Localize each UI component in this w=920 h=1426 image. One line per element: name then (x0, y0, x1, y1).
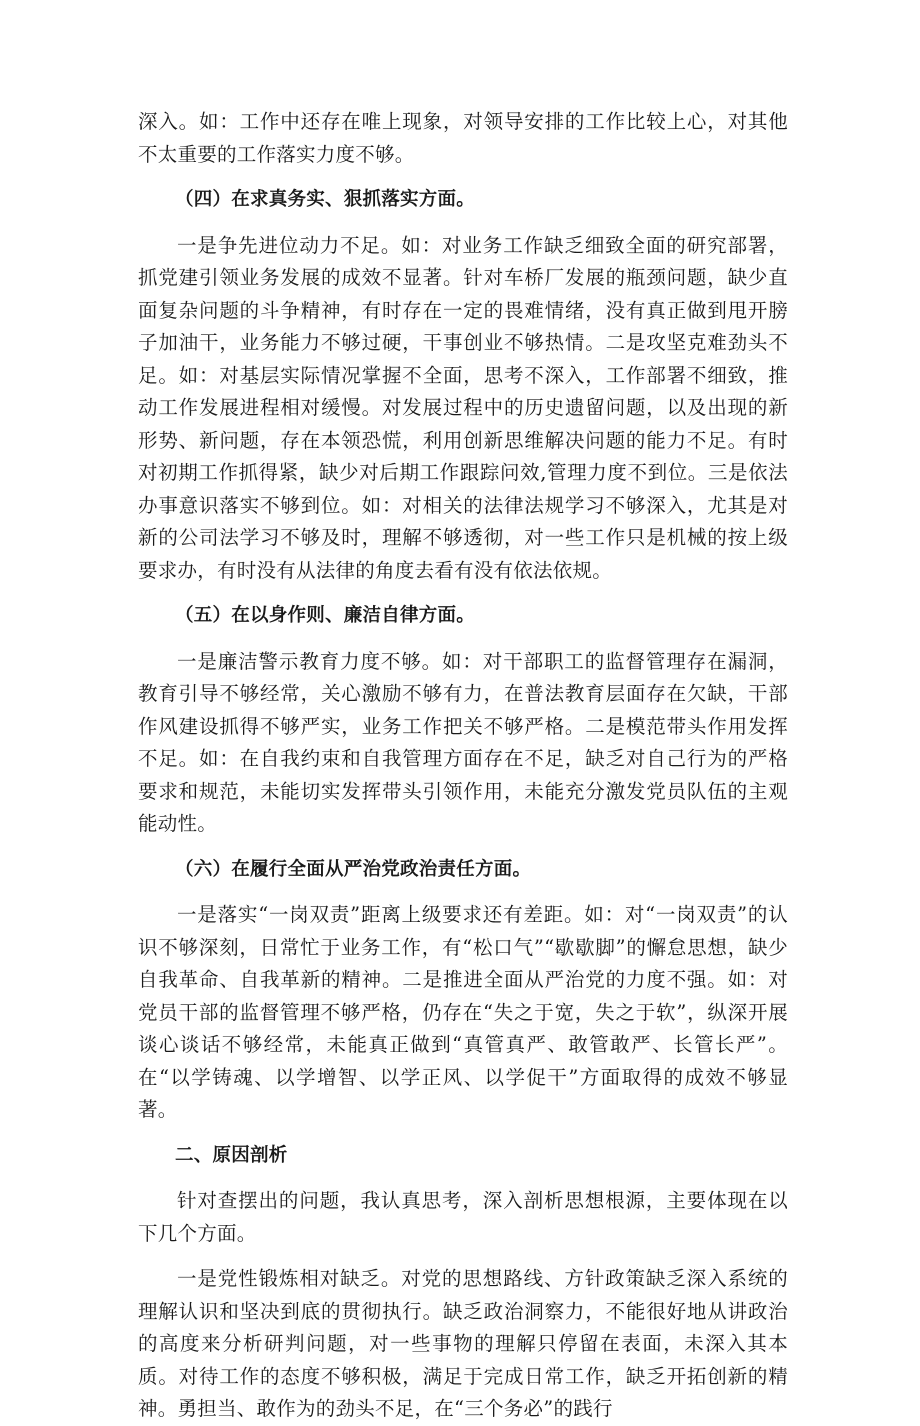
heading-section-5: （五）在以身作则、廉洁自律方面。 (175, 605, 476, 626)
heading-section-4: （四）在求真务实、狠抓落实方面。 (175, 189, 476, 210)
paragraph-section-5: 一是廉洁警示教育力度不够。如：对干部职工的监督管理存在漏洞，教育引导不够经常，关心激励不够有力，在普法教育层面存在欠缺，干部作风建设抓得不够严实，业务工作把关不够严格。二是模范带头作用发挥不足。如：在自我约束和自我管理方面存在不足，缺乏对自己行为的严格要求和规范，未能切实发挥带头引领作用，未能充分激发党员队伍的主观能动性。 (138, 649, 788, 835)
paragraph-cause-intro: 针对查摆出的问题，我认真思考，深入剖析思想根源，主要体现在以下几个方面。 (138, 1189, 788, 1245)
paragraph-continued: 深入。如：工作中还存在唯上现象，对领导安排的工作比较上心，对其他不太重要的工作落实力度不够。 (138, 110, 788, 166)
paragraph-section-4: 一是争先进位动力不足。如：对业务工作缺乏细致全面的研究部署，抓党建引领业务发展的成效不显著。针对车桥厂发展的瓶颈问题，缺少直面复杂问题的斗争精神，有时存在一定的畏难情绪，没有真正做到甩开膀子加油干，业务能力不够过硬，干事创业不够热情。二是攻坚克难劲头不足。如：对基层实际情况掌握不全面，思考不深入，工作部署不细致，推动工作发展进程相对缓慢。对发展过程中的历史遗留问题，以及出现的新形势、新问题，存在本领恐慌，利用创新思维解决问题的能力不足。有时对初期工作抓得紧，缺少对后期工作跟踪问效,管理力度不到位。三是依法办事意识落实不够到位。如：对相关的法律法规学习不够深入，尤其是对新的公司法学习不够及时，理解不够透彻，对一些工作只是机械的按上级要求办，有时没有从法律的角度去看有没有依法依规。 (138, 233, 788, 582)
heading-cause-analysis: 二、原因剖析 (175, 1144, 288, 1166)
paragraph-section-6: 一是落实“一岗双责”距离上级要求还有差距。如：对“一岗双责”的认识不够深刻，日常忙于业务工作，有“松口气”“歇歇脚”的懈怠思想，缺少自我革命、自我革新的精神。二是推进全面从严治党的力度不强。如：对党员干部的监督管理不够严格，仍存在“失之于宽，失之于软”，纵深开展谈心谈话不够经常，未能真正做到“真管真严、敢管敢严、长管长严”。在“以学铸魂、以学增智、以学正风、以学促干”方面取得的成效不够显著。 (138, 903, 788, 1121)
heading-section-6: （六）在履行全面从严治党政治责任方面。 (175, 858, 532, 880)
document-page (138, 106, 788, 1426)
paragraph-cause-1: 一是党性锻炼相对缺乏。对党的思想路线、方针政策缺乏深入系统的理解认识和坚决到底的贯彻执行。缺乏政治洞察力，不能很好地从讲政治的高度来分析研判问题，对一些事物的理解只停留在表面，未深入其本质。对待工作的态度不够积极，满足于完成日常工作，缺乏开拓创新的精神。勇担当、敢作为的劲头不足，在“三个务必”的践行 (138, 1267, 788, 1420)
